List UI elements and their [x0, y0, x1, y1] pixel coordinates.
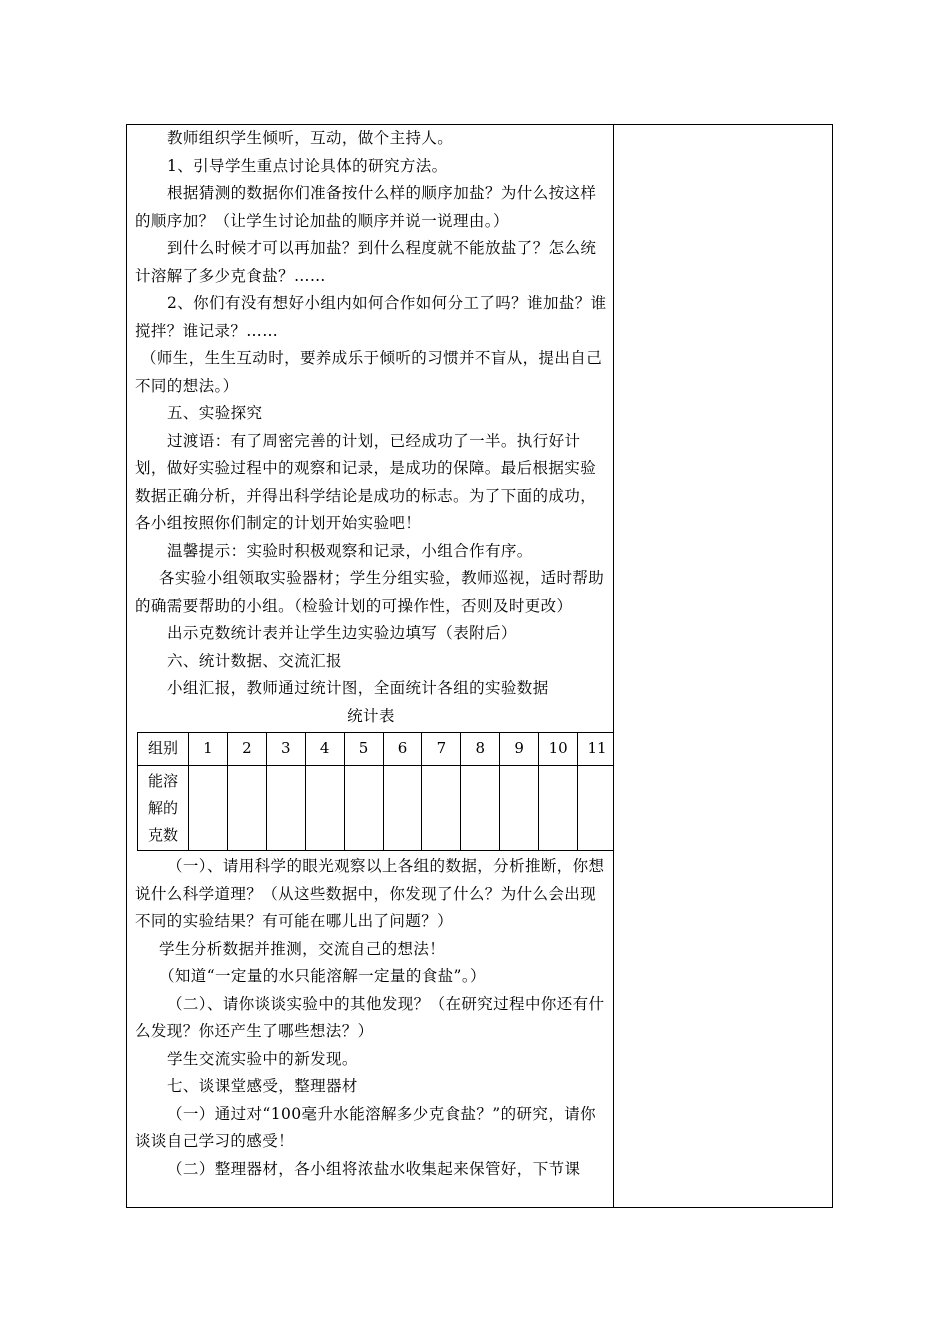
notes-column	[614, 125, 832, 1207]
group-number-cell: 1	[189, 733, 228, 766]
paragraph: 七、谈课堂感受，整理器材	[167, 1077, 358, 1095]
group-number-cell: 5	[344, 733, 383, 766]
table-header-row	[138, 733, 615, 766]
paragraph: 过渡语：有了周密完善的计划，已经成功了一半。执行好计划，做好实验过程中的观察和记录，是成功的保障。最后根据实验数据正确分析，并得出科学结论是成功的标志。为了下面的成功，各小组按照你们制定的计划开始实验吧！	[135, 431, 597, 532]
table-caption: 统计表	[347, 706, 395, 725]
paragraph: （师生，生生互动时，要养成乐于倾听的习惯并不盲从，提出自己不同的想法。）	[135, 349, 603, 395]
value-cell[interactable]	[383, 766, 422, 851]
row-label-line: 能溶	[147, 771, 178, 790]
paragraph: 根据猜测的数据你们准备按什么样的顺序加盐？为什么按这样的顺序加？（让学生讨论加盐的顺序并说一说理由。）	[135, 184, 597, 230]
group-number-cell: 11	[578, 733, 614, 766]
group-number-cell: 9	[500, 733, 539, 766]
top-paragraphs	[135, 125, 607, 703]
paragraph: 五、实验探究	[167, 404, 263, 422]
paragraph: 各实验小组领取实验器材；学生分组实验，教师巡视，适时帮助的确需要帮助的小组。（检验计划的可操作性，否则及时更改）	[135, 569, 605, 615]
paragraph: （知道“一定量的水只能溶解一定量的食盐”。）	[159, 967, 486, 985]
paragraph: 学生分析数据并推测，交流自己的想法！	[159, 939, 446, 958]
lesson-content	[127, 125, 613, 1183]
value-cell[interactable]	[305, 766, 344, 851]
paragraph: 小组汇报，教师通过统计图，全面统计各组的实验数据	[167, 679, 549, 697]
paragraph: 1、引导学生重点讨论具体的研究方法。	[167, 156, 448, 175]
paragraph: （二）、请你谈谈实验中的其他发现？（在研究过程中你还有什么发现？你还产生了哪些想法？）	[135, 994, 605, 1040]
group-number-cell: 8	[461, 733, 500, 766]
paragraph: 学生交流实验中的新发现。	[167, 1049, 358, 1068]
value-cell[interactable]	[539, 766, 578, 851]
bottom-paragraphs	[135, 853, 607, 1183]
paragraph: 出示克数统计表并让学生边实验边填写（表附后）	[167, 624, 517, 642]
dissolved-grams-label-cell	[138, 766, 189, 851]
paragraph: 2、你们有没有想好小组内如何合作如何分工了吗？谁加盐？谁搅拌？谁记录？……	[135, 294, 607, 340]
paragraph: （二）整理器材，各小组将浓盐水收集起来保管好，下节课	[167, 1159, 581, 1178]
group-number-cell: 6	[383, 733, 422, 766]
value-cell[interactable]	[578, 766, 614, 851]
paragraph: 温馨提示：实验时积极观察和记录，小组合作有序。	[167, 541, 533, 560]
lesson-plan-frame	[126, 124, 833, 1208]
row-label-line: 克数	[147, 825, 178, 844]
group-number-cell: 4	[305, 733, 344, 766]
value-cell[interactable]	[344, 766, 383, 851]
paragraph: 六、统计数据、交流汇报	[167, 651, 342, 670]
value-cell[interactable]	[266, 766, 305, 851]
table-value-row	[138, 766, 615, 851]
value-cell[interactable]	[189, 766, 228, 851]
paragraph: （一）通过对“100毫升水能溶解多少克食盐？”的研究，请你谈谈自己学习的感受！	[135, 1104, 597, 1150]
value-cell[interactable]	[461, 766, 500, 851]
statistics-table	[137, 732, 614, 851]
paragraph: 教师组织学生倾听，互动，做个主持人。	[167, 129, 454, 147]
group-label-cell: 组别	[138, 733, 189, 766]
value-cell[interactable]	[422, 766, 461, 851]
paragraph: （一）、请用科学的眼光观察以上各组的数据，分析推断，你想说什么科学道理？（从这些数据中，你发现了什么？为什么会出现不同的实验结果？有可能在哪儿出了问题？）	[135, 857, 605, 930]
group-number-cell: 7	[422, 733, 461, 766]
value-cell[interactable]	[227, 766, 266, 851]
value-cell[interactable]	[500, 766, 539, 851]
paragraph: 到什么时候才可以再加盐？到什么程度就不能放盐了？怎么统计溶解了多少克食盐？……	[135, 239, 597, 285]
lesson-content-column	[127, 125, 614, 1207]
row-label-line: 解的	[147, 798, 178, 817]
group-number-cell: 3	[266, 733, 305, 766]
group-number-cell: 2	[227, 733, 266, 766]
group-number-cell: 10	[539, 733, 578, 766]
